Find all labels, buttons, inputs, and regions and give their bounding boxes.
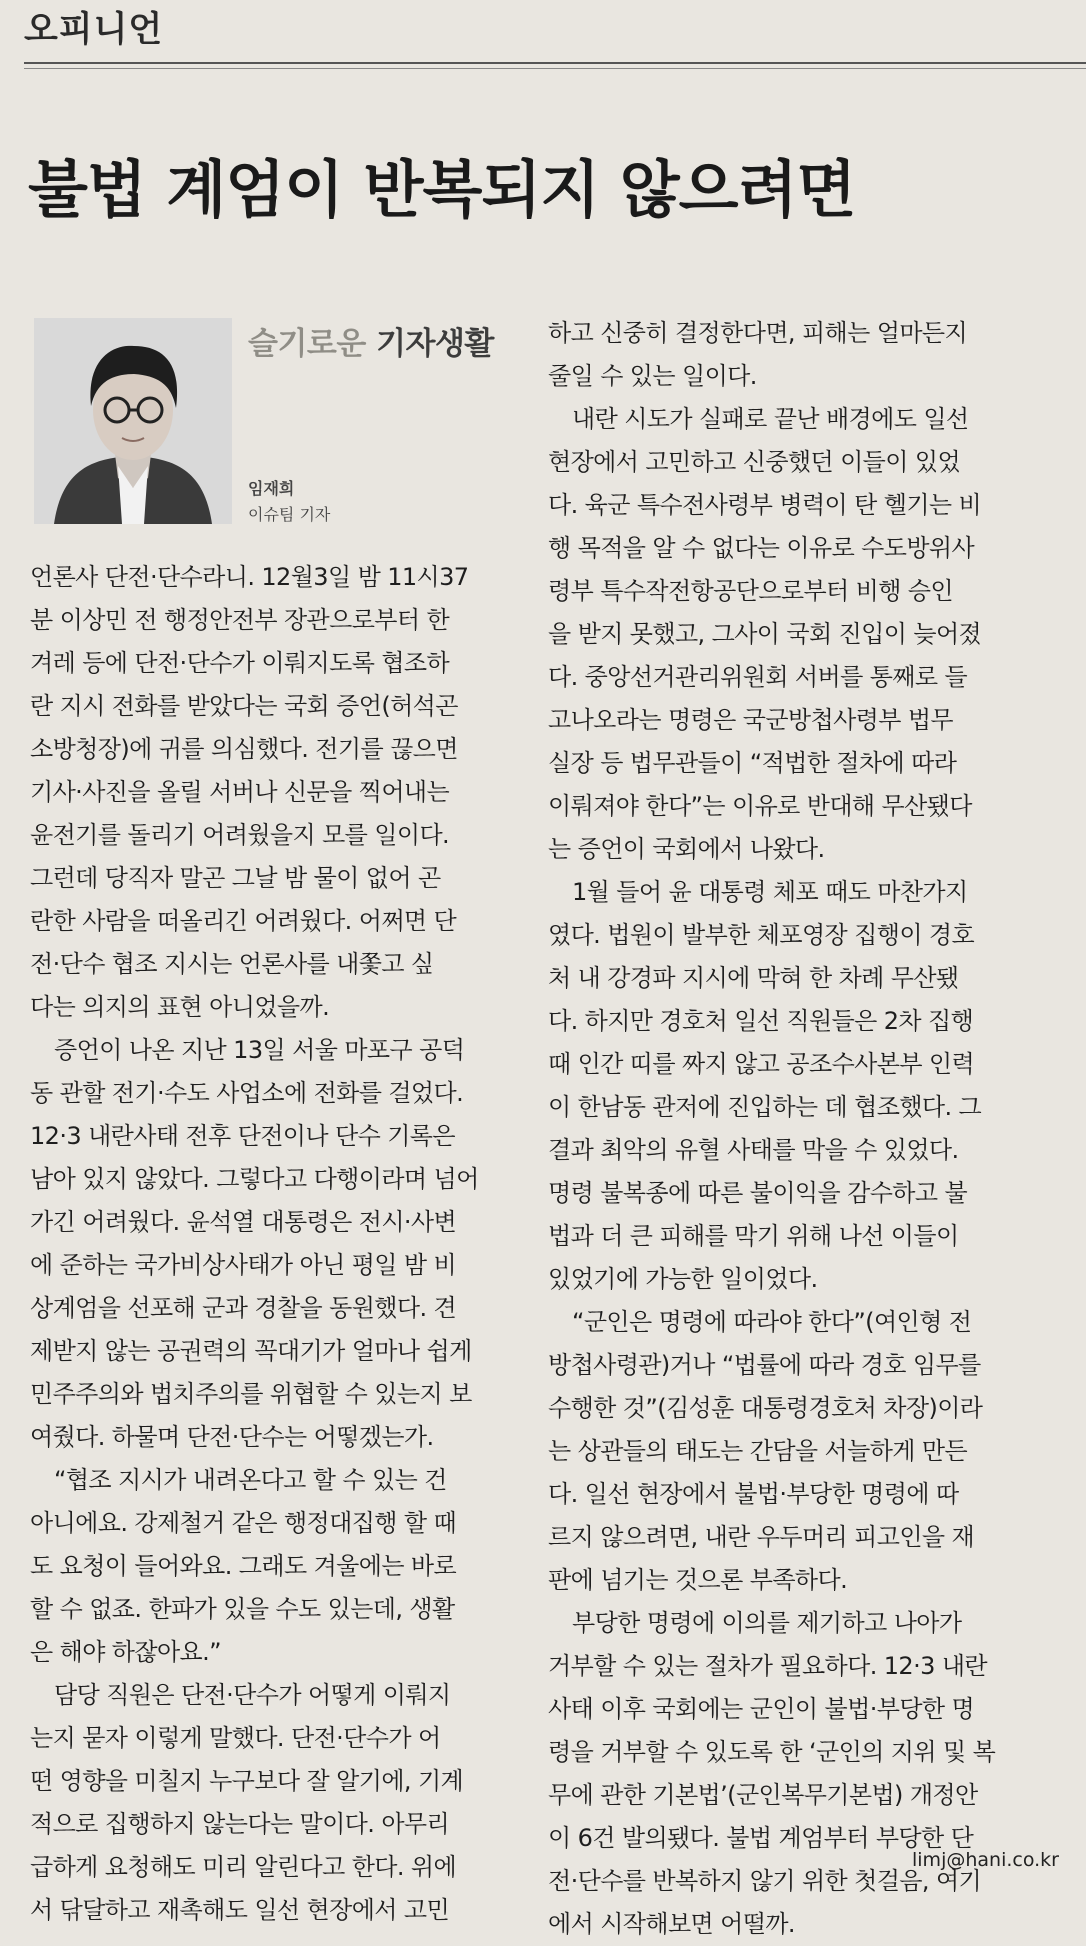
text-line: 실장 등 법무관들이 “적법한 절차에 따라 [548,749,957,777]
column-name-part2: 기자생활 [365,326,494,362]
text-line: 을 받지 못했고, 그사이 국회 진입이 늦어졌 [548,620,982,648]
text-line: 그런데 당직자 말곤 그날 밤 물이 없어 곤 [30,864,441,892]
text-line: 도 요청이 들어와요. 그래도 겨울에는 바로 [30,1552,457,1580]
text-line: 다. 일선 현장에서 불법·부당한 명령에 따 [548,1480,959,1508]
text-line: 부당한 명령에 이의를 제기하고 나아가 [572,1609,962,1637]
reporter-email: limj@hani.co.kr [912,1849,1059,1871]
byline-name: 임재희 [248,479,295,498]
paragraph [30,1029,530,1459]
text-line: 할 수 없죠. 한파가 있을 수도 있는데, 생활 [30,1595,455,1623]
text-line: 전·단수를 반복하지 않기 위한 첫걸음, 여기 [548,1867,982,1895]
text-line: 다는 의지의 표현 아니었을까. [30,993,330,1021]
portrait-image [34,318,232,524]
text-line: 행 목적을 알 수 없다는 이유로 수도방위사 [548,534,975,562]
paragraph [548,1301,1058,1602]
text-line: 란 지시 전화를 받았다는 국회 증언(허석곤 [30,692,458,720]
text-line: 다. 중앙선거관리위원회 서버를 통째로 들 [548,663,968,691]
text-line: 법과 더 큰 피해를 막기 위해 나선 이들이 [548,1222,959,1250]
text-line: 줄일 수 있는 일이다. [548,362,757,390]
paragraph [30,556,530,1029]
text-line: 여줬다. 하물며 단전·단수는 어떻겠는가. [30,1423,434,1451]
text-line: 상계엄을 선포해 군과 경찰을 동원했다. 견 [30,1294,457,1322]
text-line: 령을 거부할 수 있도록 한 ‘군인의 지위 및 복 [548,1738,996,1766]
text-line: 는 상관들의 태도는 간담을 서늘하게 만든 [548,1437,968,1465]
left-column [30,556,530,1932]
text-line: 언론사 단전·단수라니. 12월3일 밤 11시37 [30,563,469,591]
text-line: 내란 시도가 실패로 끝난 배경에도 일선 [572,405,969,433]
text-line: 판에 넘기는 것으론 부족하다. [548,1566,848,1594]
text-line: 결과 최악의 유혈 사태를 막을 수 있었다. [548,1136,959,1164]
top-rule [24,62,1086,64]
text-line: 였다. 법원이 발부한 체포영장 집행이 경호 [548,921,975,949]
text-line: 기사·사진을 올릴 서버나 신문을 찍어내는 [30,778,450,806]
text-line: 다. 하지만 경호처 일선 직원들은 2차 집행 [548,1007,974,1035]
text-line: 는 증언이 국회에서 나왔다. [548,835,825,863]
text-line: “협조 지시가 내려온다고 할 수 있는 건 [54,1466,447,1494]
paragraph [548,398,1058,871]
text-line: 소방청장)에 귀를 의심했다. 전기를 끊으면 [30,735,458,763]
text-line: 수행한 것”(김성훈 대통령경호처 차장)이라 [548,1394,983,1422]
text-line: 아니에요. 강제철거 같은 행정대집행 할 때 [30,1509,457,1537]
text-line: 서 닦달하고 재촉해도 일선 현장에서 고민 [30,1896,450,1924]
text-line: 현장에서 고민하고 신중했던 이들이 있었 [548,448,961,476]
text-line: 하고 신중히 결정한다면, 피해는 얼마든지 [548,319,968,347]
text-line: 민주주의와 법치주의를 위협할 수 있는지 보 [30,1380,472,1408]
text-line: 르지 않으려면, 내란 우두머리 피고인을 재 [548,1523,975,1551]
text-line: 사태 이후 국회에는 군인이 불법·부당한 명 [548,1695,975,1723]
column-name [248,318,494,363]
top-rule-thin [24,68,1086,69]
column-name-part1: 슬기로운 [248,326,366,362]
text-line: 전·단수 협조 지시는 언론사를 내쫓고 싶 [30,950,434,978]
paragraph [548,871,1058,1301]
text-line: 다. 육군 특수전사령부 병력이 탄 헬기는 비 [548,491,982,519]
text-line: 무에 관한 기본법’(군인복무기본법) 개정안 [548,1781,978,1809]
text-line: 담당 직원은 단전·단수가 어떻게 이뤄지 [54,1681,451,1709]
text-line: 남아 있지 않았다. 그렇다고 다행이라며 넘어 [30,1165,479,1193]
text-line: 동 관할 전기·수도 사업소에 전화를 걸었다. [30,1079,464,1107]
text-line: 분 이상민 전 행정안전부 장관으로부터 한 [30,606,450,634]
text-line: 겨레 등에 단전·단수가 이뤄지도록 협조하 [30,649,450,677]
text-line: 12·3 내란사태 전후 단전이나 단수 기록은 [30,1122,455,1150]
text-line: 가긴 어려웠다. 윤석열 대통령은 전시·사변 [30,1208,457,1236]
text-line: 1월 들어 윤 대통령 체포 때도 마찬가지 [572,878,968,906]
text-line: 에서 시작해보면 어떨까. [548,1910,795,1938]
text-line: 적으로 집행하지 않는다는 말이다. 아무리 [30,1810,450,1838]
text-line: 방첩사령관)거나 “법률에 따라 경호 임무를 [548,1351,981,1379]
text-line: 급하게 요청해도 미리 알린다고 한다. 위에 [30,1853,457,1881]
text-line: 란한 사람을 떠올리긴 어려웠다. 어쩌면 단 [30,907,457,935]
text-line: 명령 불복종에 따른 불이익을 감수하고 불 [548,1179,968,1207]
text-line: 령부 특수작전항공단으로부터 비행 승인 [548,577,954,605]
section-label: 오피니언 [24,10,164,50]
paragraph [548,1602,1058,1946]
paragraph [30,1459,530,1674]
text-line: 에 준하는 국가비상사태가 아닌 평일 밤 비 [30,1251,457,1279]
text-line: 있었기에 가능한 일이었다. [548,1265,818,1293]
text-line: 이 한남동 관저에 진입하는 데 협조했다. 그 [548,1093,982,1121]
text-line: 은 해야 하잖아요.” [30,1638,222,1666]
text-line: 처 내 강경파 지시에 막혀 한 차례 무산됐 [548,964,959,992]
right-column [548,312,1058,1946]
text-line: “군인은 명령에 따라야 한다”(여인형 전 [572,1308,972,1336]
paragraph [548,312,1058,398]
text-line: 이 6건 발의됐다. 불법 계엄부터 부당한 단 [548,1824,974,1852]
headline: 불법 계엄이 반복되지 않으려면 [28,153,856,226]
reporter-photo [34,318,232,524]
text-line: 이뤄져야 한다”는 이유로 반대해 무산됐다 [548,792,972,820]
text-line: 증언이 나온 지난 13일 서울 마포구 공덕 [54,1036,465,1064]
text-line: 떤 영향을 미칠지 누구보다 잘 알기에, 기계 [30,1767,464,1795]
text-line: 고나오라는 명령은 국군방첩사령부 법무 [548,706,954,734]
text-line: 때 인간 띠를 짜지 않고 공조수사본부 인력 [548,1050,975,1078]
text-line: 는지 묻자 이렇게 말했다. 단전·단수가 어 [30,1724,441,1752]
byline-desk: 이슈팀 기자 [248,505,331,524]
paragraph [30,1674,530,1932]
text-line: 윤전기를 돌리기 어려웠을지 모를 일이다. [30,821,450,849]
text-line: 제받지 않는 공권력의 꼭대기가 얼마나 쉽게 [30,1337,472,1365]
text-line: 거부할 수 있는 절차가 필요하다. 12·3 내란 [548,1652,987,1680]
